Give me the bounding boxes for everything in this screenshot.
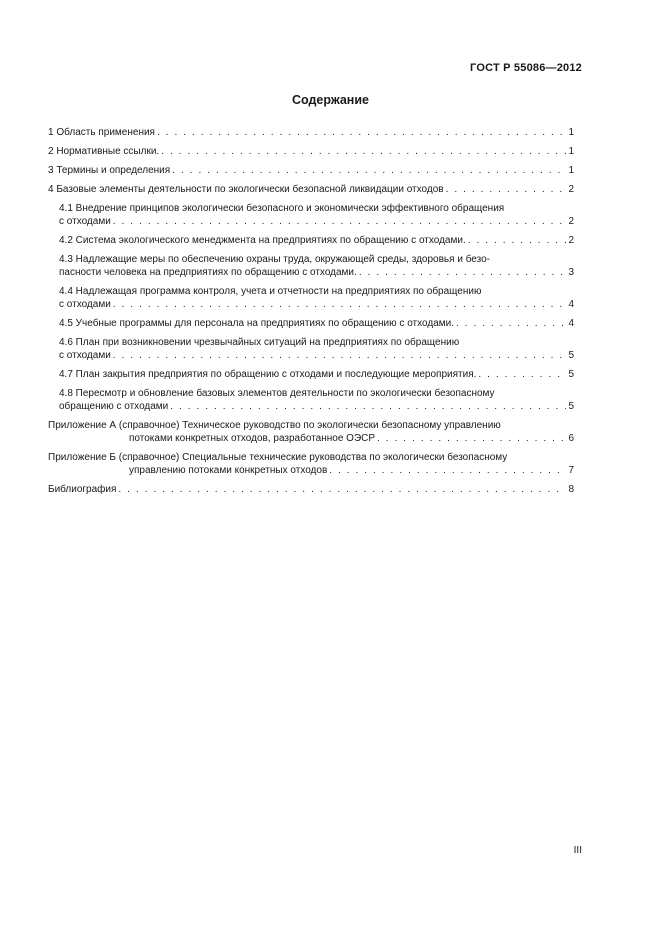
toc-entry-4-2[interactable] (48, 234, 574, 247)
toc-entry-label-line2: с отходами (59, 350, 111, 361)
toc-page-number: 6 (568, 433, 574, 444)
toc-page-number: 4 (568, 299, 574, 310)
leader-dots (456, 317, 566, 330)
toc-entry-4[interactable] (48, 183, 574, 196)
toc-entry-appendix-a[interactable] (48, 419, 574, 445)
leader-dots (113, 349, 567, 362)
toc-entry-label-line1: 4.1 Внедрение принципов экологически безопасного и экономически эффективного обращения (59, 203, 505, 214)
leader-dots (172, 164, 566, 177)
page-number: III (573, 845, 582, 856)
toc-page-number: 1 (568, 165, 574, 176)
leader-dots (118, 483, 566, 496)
toc-entry-label: 3 Термины и определения (48, 165, 171, 176)
toc-entry-1[interactable] (48, 126, 574, 139)
toc-page-number: 5 (568, 401, 574, 412)
toc-page-number: 5 (568, 369, 574, 380)
toc-entry-label-line1: 4.8 Пересмотр и обновление базовых элементов деятельности по экологически безопасному (59, 388, 495, 399)
toc-entry-label-line2: управлению потоками конкретных отходов (129, 465, 328, 476)
leader-dots (157, 126, 566, 139)
toc-entry-label: 1 Область применения (48, 127, 155, 138)
toc-entry-4-3[interactable] (48, 253, 574, 279)
toc-entry-label: 4 Базовые элементы деятельности по экологически безопасной ликвидации отходов (48, 184, 444, 195)
toc-entry-label-line1: Приложение Б (справочное) Специальные технические руководства по экологически безопасному (48, 452, 508, 463)
toc-entry-4-1[interactable] (48, 202, 574, 228)
toc-page-number: 4 (568, 318, 574, 329)
toc-entry-4-7[interactable] (48, 368, 574, 381)
toc-page-number: 1 (568, 127, 574, 138)
toc-page-number: 1 (568, 146, 574, 157)
toc-entry-label-line2: обращению с отходами (59, 401, 169, 412)
leader-dots (359, 266, 567, 279)
standard-id: ГОСТ Р 55086—2012 (470, 62, 582, 74)
toc-entry-4-8[interactable] (48, 387, 574, 413)
leader-dots (113, 215, 567, 228)
toc-entry-appendix-b[interactable] (48, 451, 574, 477)
toc-page-number: 8 (568, 484, 574, 495)
leader-dots (468, 234, 567, 247)
toc-entry-2[interactable] (48, 145, 574, 158)
toc-entry-label: 2 Нормативные ссылки. (48, 146, 160, 157)
toc-entry-3[interactable] (48, 164, 574, 177)
toc-entry-4-4[interactable] (48, 285, 574, 311)
leader-dots (478, 368, 566, 381)
toc-entry-label-line1: 4.6 План при возникновении чрезвычайных ситуаций на предприятиях по обращению (59, 337, 460, 348)
toc-entry-label-line1: 4.3 Надлежащие меры по обеспечению охраны труда, окружающей среды, здоровья и безо- (59, 254, 491, 265)
toc-entry-label-line2: с отходами (59, 299, 111, 310)
leader-dots (329, 464, 566, 477)
toc-entry-label-line1: Приложение А (справочное) Техническое руководство по экологически безопасному управлению (48, 420, 501, 431)
toc-entry-label: 4.5 Учебные программы для персонала на предприятиях по обращению с отходами. (59, 318, 454, 329)
leader-dots (446, 183, 567, 196)
toc-entry-bibliography[interactable] (48, 483, 574, 496)
toc-page-number: 5 (568, 350, 574, 361)
toc-page-number: 2 (568, 235, 574, 246)
leader-dots (113, 298, 567, 311)
toc-entry-4-6[interactable] (48, 336, 574, 362)
page-title: Содержание (291, 93, 369, 107)
toc-entry-label-line2: пасности человека на предприятиях по обращению с отходами. (59, 267, 357, 278)
leader-dots (161, 145, 566, 158)
toc-entry-label-line2: потоками конкретных отходов, разработанное ОЭСР (129, 433, 376, 444)
toc-page-number: 7 (568, 465, 574, 476)
leader-dots (170, 400, 566, 413)
toc-entry-label-line2: с отходами (59, 216, 111, 227)
toc-entry-label: 4.2 Система экологического менеджмента на предприятиях по обращению с отходами. (59, 235, 466, 246)
toc-entry-label: Библиография (48, 484, 117, 495)
leader-dots (377, 432, 566, 445)
toc-page-number: 2 (568, 184, 574, 195)
toc-entry-label-line1: 4.4 Надлежащая программа контроля, учета и отчетности на предприятиях по обращению (59, 286, 482, 297)
table-of-contents (48, 126, 574, 502)
toc-page-number: 2 (568, 216, 574, 227)
toc-entry-4-5[interactable] (48, 317, 574, 330)
toc-page-number: 3 (568, 267, 574, 278)
toc-entry-label: 4.7 План закрытия предприятия по обращению с отходами и последующие мероприятия. (59, 369, 477, 380)
